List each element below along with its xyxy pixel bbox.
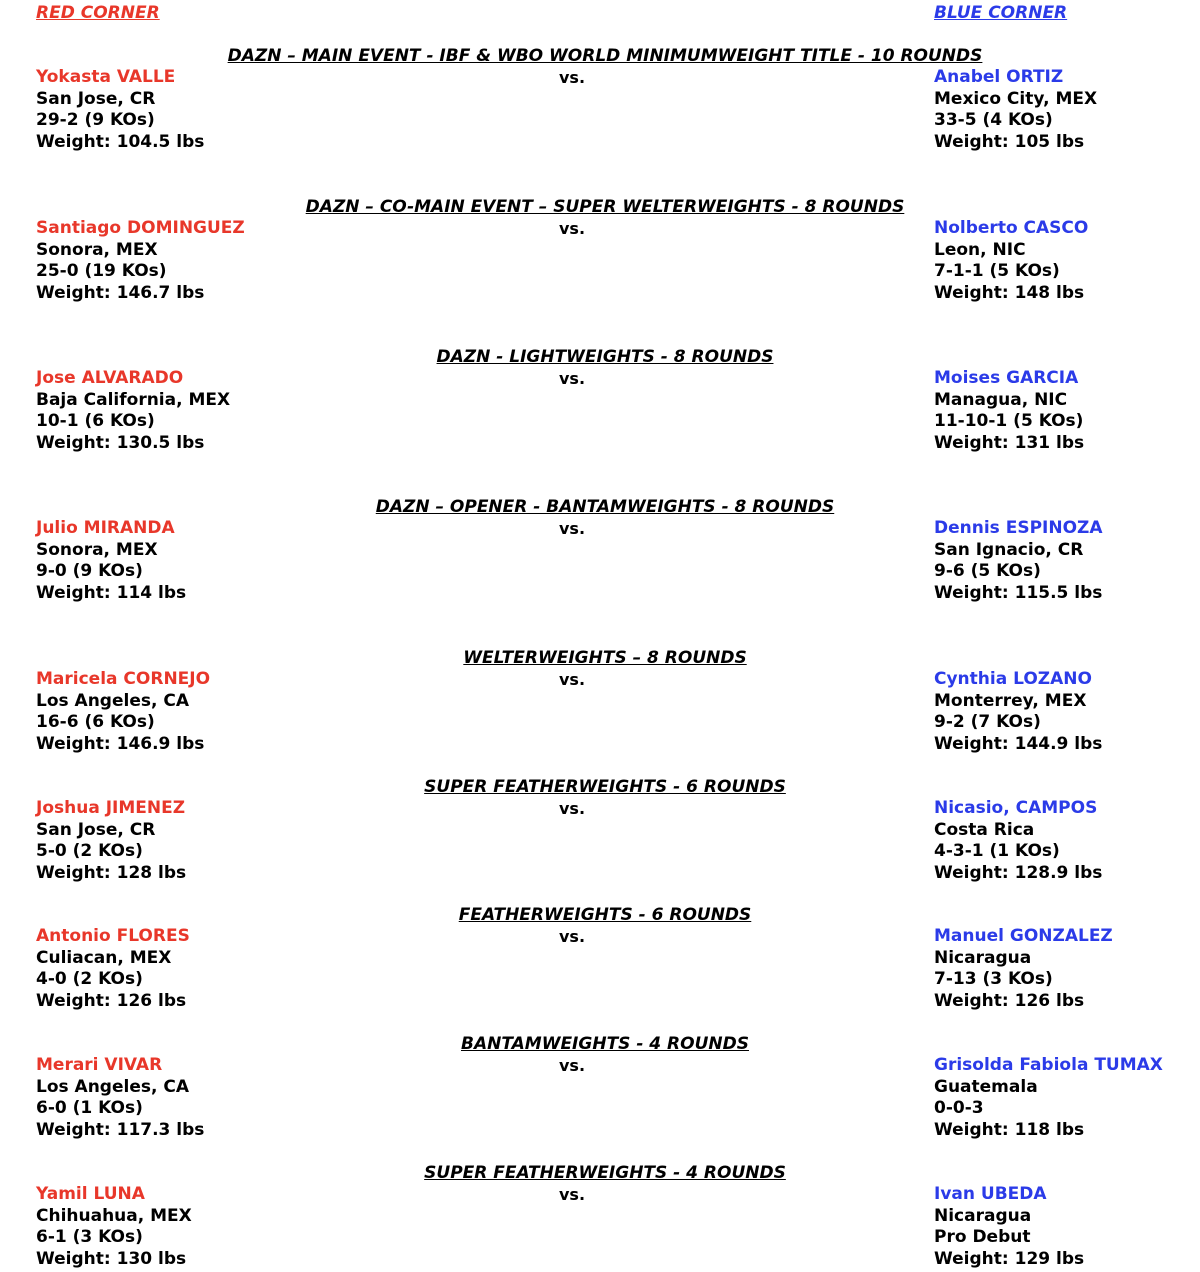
red-corner-fighter [36, 669, 210, 755]
fighter-record: 16-6 (6 KOs) [36, 712, 155, 732]
versus-label: vs. [559, 219, 586, 238]
fighter-hometown: Nicaragua [934, 1205, 1032, 1226]
bout [0, 1033, 1200, 1143]
blue-corner-fighter [934, 1184, 1084, 1270]
fighter-hometown: Costa Rica [934, 819, 1035, 840]
fighter-hometown: San Jose, CR [36, 88, 156, 109]
fighter-weight: Weight: 130.5 lbs [36, 432, 205, 453]
red-corner-fighter [36, 1055, 204, 1141]
fighter-name: Grisolda Fabiola TUMAX [934, 1055, 1163, 1075]
versus-label: vs. [559, 670, 586, 689]
fighter-hometown: Culiacan, MEX [36, 947, 172, 968]
red-corner-fighter [36, 1184, 192, 1270]
fighter-record: 10-1 (6 KOs) [36, 411, 155, 431]
fighter-name: Maricela CORNEJO [36, 669, 211, 689]
fighter-name: Santiago DOMINGUEZ [36, 218, 245, 238]
blue-corner-fighter [934, 368, 1084, 454]
fighter-hometown: Leon, NIC [934, 239, 1026, 260]
fighter-name: Julio MIRANDA [36, 518, 175, 538]
fighter-hometown: Mexico City, MEX [934, 88, 1098, 109]
fighter-name: Joshua JIMENEZ [36, 798, 186, 818]
red-corner-fighter [36, 218, 245, 304]
blue-corner-fighter [934, 669, 1102, 755]
red-corner-fighter [36, 518, 186, 604]
fighter-name: Moises GARCIA [934, 368, 1079, 388]
fighter-record: 6-1 (3 KOs) [36, 1227, 143, 1247]
fighter-weight: Weight: 148 lbs [934, 282, 1085, 303]
fighter-record: 7-1-1 (5 KOs) [934, 261, 1060, 281]
fighter-record: 4-0 (2 KOs) [36, 969, 143, 989]
versus-label: vs. [559, 1056, 586, 1075]
fighter-record: 0-0-3 [934, 1098, 984, 1118]
blue-corner-fighter [934, 67, 1097, 153]
blue-corner-header: BLUE CORNER [934, 3, 1068, 23]
fighter-record: 4-3-1 (1 KOs) [934, 841, 1060, 861]
bout-title: WELTERWEIGHTS – 8 ROUNDS [463, 648, 747, 668]
fighter-name: Dennis ESPINOZA [934, 518, 1103, 538]
fighter-record: 29-2 (9 KOs) [36, 110, 155, 130]
fighter-name: Yamil LUNA [36, 1184, 145, 1204]
fighter-name: Ivan UBEDA [934, 1184, 1047, 1204]
fighter-hometown: Sonora, MEX [36, 239, 158, 260]
fighter-hometown: Sonora, MEX [36, 539, 158, 560]
fighter-record: 9-0 (9 KOs) [36, 561, 143, 581]
fighter-record: 9-6 (5 KOs) [934, 561, 1041, 581]
bout [0, 196, 1200, 306]
red-corner-fighter [36, 798, 186, 884]
blue-corner-fighter [934, 1055, 1163, 1141]
bout [0, 1162, 1200, 1272]
bout [0, 776, 1200, 886]
fighter-name: Anabel ORTIZ [934, 67, 1064, 87]
fighter-weight: Weight: 128 lbs [36, 862, 187, 883]
versus-label: vs. [559, 369, 586, 388]
fighter-name: Antonio FLORES [36, 926, 190, 946]
fighter-weight: Weight: 118 lbs [934, 1119, 1085, 1140]
red-corner-fighter [36, 926, 190, 1012]
fighter-weight: Weight: 146.9 lbs [36, 733, 205, 754]
fighter-name: Manuel GONZALEZ [934, 926, 1113, 946]
blue-corner-fighter [934, 518, 1103, 604]
bout [0, 496, 1200, 606]
fighter-hometown: San Ignacio, CR [934, 539, 1084, 560]
versus-label: vs. [559, 927, 586, 946]
red-corner-header: RED CORNER [36, 3, 160, 23]
bout [0, 904, 1200, 1014]
versus-label: vs. [559, 799, 586, 818]
fighter-weight: Weight: 126 lbs [36, 990, 187, 1011]
fighter-record: 9-2 (7 KOs) [934, 712, 1041, 732]
red-corner-fighter [36, 67, 204, 153]
fighter-name: Nicasio, CAMPOS [934, 798, 1098, 818]
fighter-record: 6-0 (1 KOs) [36, 1098, 143, 1118]
fighter-weight: Weight: 114 lbs [36, 582, 187, 603]
fighter-record: 7-13 (3 KOs) [934, 969, 1053, 989]
bout-title: DAZN – OPENER - BANTAMWEIGHTS - 8 ROUNDS [375, 497, 835, 517]
blue-corner-fighter [934, 798, 1102, 884]
fighter-weight: Weight: 146.7 lbs [36, 282, 205, 303]
fighter-weight: Weight: 144.9 lbs [934, 733, 1103, 754]
bout [0, 346, 1200, 456]
fighter-weight: Weight: 128.9 lbs [934, 862, 1103, 883]
bout-title: BANTAMWEIGHTS - 4 ROUNDS [461, 1034, 749, 1054]
bout-title: FEATHERWEIGHTS - 6 ROUNDS [458, 905, 752, 925]
bout [0, 45, 1200, 155]
fighter-weight: Weight: 117.3 lbs [36, 1119, 205, 1140]
fighter-hometown: San Jose, CR [36, 819, 156, 840]
fighter-hometown: Los Angeles, CA [36, 690, 189, 711]
blue-corner-fighter [934, 218, 1088, 304]
fighter-record: Pro Debut [934, 1227, 1031, 1247]
fighter-hometown: Baja California, MEX [36, 389, 231, 410]
fighter-hometown: Guatemala [934, 1076, 1038, 1097]
blue-corner-fighter [934, 926, 1113, 1012]
fighter-name: Cynthia LOZANO [934, 669, 1092, 689]
bout-title: DAZN - LIGHTWEIGHTS - 8 ROUNDS [436, 347, 774, 367]
fighter-name: Yokasta VALLE [36, 67, 176, 87]
fighter-hometown: Los Angeles, CA [36, 1076, 189, 1097]
fighter-name: Nolberto CASCO [934, 218, 1089, 238]
bout [0, 647, 1200, 757]
fighter-record: 5-0 (2 KOs) [36, 841, 143, 861]
fighter-weight: Weight: 130 lbs [36, 1248, 187, 1269]
fighter-name: Merari VIVAR [36, 1055, 163, 1075]
red-corner-fighter [36, 368, 230, 454]
fighter-weight: Weight: 126 lbs [934, 990, 1085, 1011]
bout-title: DAZN – CO-MAIN EVENT – SUPER WELTERWEIGHTS - 8 ROUNDS [305, 197, 905, 217]
fighter-hometown: Chihuahua, MEX [36, 1205, 192, 1226]
fighter-weight: Weight: 131 lbs [934, 432, 1085, 453]
versus-label: vs. [559, 1185, 586, 1204]
fighter-record: 11-10-1 (5 KOs) [934, 411, 1084, 431]
fighter-weight: Weight: 129 lbs [934, 1248, 1085, 1269]
fighter-weight: Weight: 105 lbs [934, 131, 1085, 152]
fighter-weight: Weight: 115.5 lbs [934, 582, 1103, 603]
fighter-name: Jose ALVARADO [36, 368, 184, 388]
fighter-hometown: Nicaragua [934, 947, 1032, 968]
versus-label: vs. [559, 519, 586, 538]
fighter-hometown: Monterrey, MEX [934, 690, 1087, 711]
versus-label: vs. [559, 68, 586, 87]
fighter-record: 25-0 (19 KOs) [36, 261, 167, 281]
fighter-hometown: Managua, NIC [934, 389, 1068, 410]
bout-title: DAZN – MAIN EVENT - IBF & WBO WORLD MINIMUMWEIGHT TITLE - 10 ROUNDS [227, 46, 983, 66]
bout-title: SUPER FEATHERWEIGHTS - 6 ROUNDS [424, 777, 786, 797]
bout-title: SUPER FEATHERWEIGHTS - 4 ROUNDS [424, 1163, 786, 1183]
fighter-record: 33-5 (4 KOs) [934, 110, 1053, 130]
fighter-weight: Weight: 104.5 lbs [36, 131, 205, 152]
